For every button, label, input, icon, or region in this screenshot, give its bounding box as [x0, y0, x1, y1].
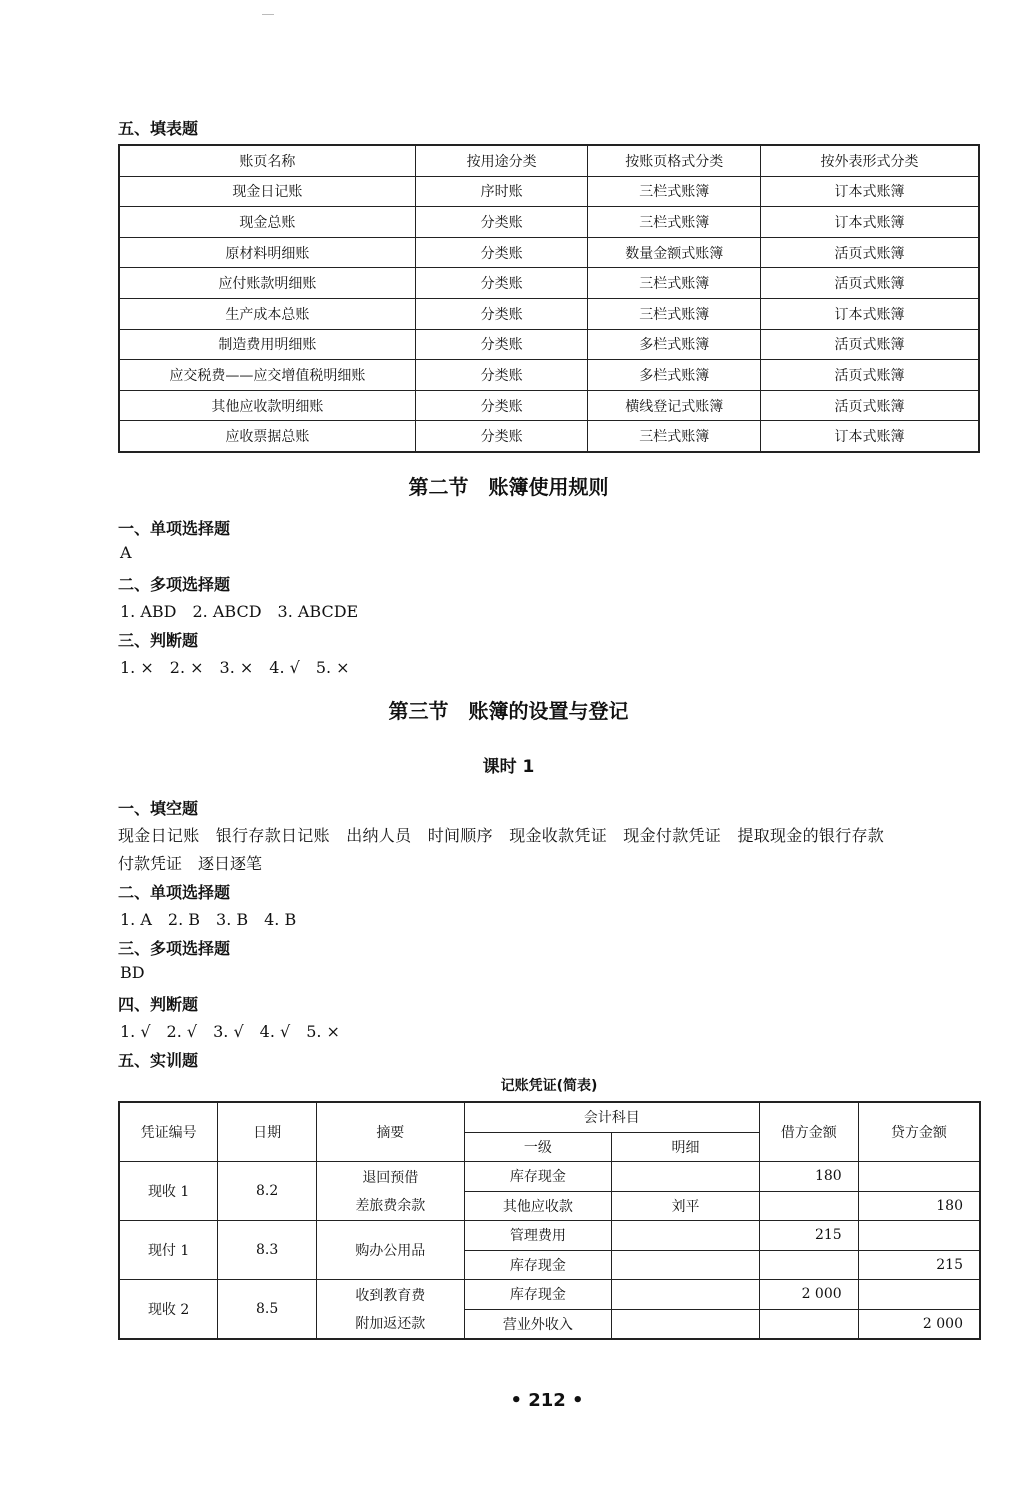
table-cell: 分类账 [415, 421, 588, 452]
account-cell: 库存现金 [464, 1280, 612, 1310]
question-heading: 二、单项选择题 [118, 883, 231, 902]
debit-cell [759, 1250, 858, 1280]
page-number: • 212 • [510, 1390, 584, 1411]
date-cell: 8.3 [218, 1221, 317, 1280]
table-cell: 分类账 [415, 207, 588, 238]
table-row [119, 1280, 980, 1310]
date-cell: 8.5 [218, 1280, 317, 1340]
answer-text: 1. A 2. B 3. B 4. B [120, 910, 297, 929]
table-cell: 其他应收款明细账 [119, 390, 415, 421]
header-cell: 借方金额 [759, 1102, 858, 1162]
header-cell: 凭证编号 [119, 1102, 218, 1162]
debit-cell [759, 1309, 858, 1339]
table-cell: 订本式账簿 [761, 298, 980, 329]
table-cell: 分类账 [415, 329, 588, 360]
question-heading: 一、单项选择题 [118, 519, 231, 538]
account-cell: 其他应收款 [464, 1191, 612, 1221]
detail-cell [612, 1221, 760, 1251]
credit-cell: 180 [858, 1191, 980, 1221]
header-cell: 会计科目 [464, 1102, 759, 1132]
table-cell: 多栏式账簿 [588, 360, 761, 391]
table-cell: 分类账 [415, 298, 588, 329]
table-row [119, 298, 979, 329]
table-header-row [119, 1102, 980, 1132]
table-cell: 分类账 [415, 237, 588, 268]
answer-text: A [120, 543, 132, 562]
detail-cell [612, 1309, 760, 1339]
account-cell: 库存现金 [464, 1250, 612, 1280]
detail-cell: 刘平 [612, 1191, 760, 1221]
table-row [119, 360, 979, 391]
summary-line: 退回预借 [362, 1170, 419, 1186]
credit-cell: 2 000 [858, 1309, 980, 1339]
header-cell: 贷方金额 [858, 1102, 980, 1162]
account-cell: 库存现金 [464, 1162, 612, 1192]
table-cell: 现金总账 [119, 207, 415, 238]
answer-text: 现金日记账 银行存款日记账 出纳人员 时间顺序 现金收款凭证 现金付款凭证 提取现金的银行存款 [118, 826, 885, 845]
summary-cell [317, 1162, 465, 1221]
account-cell: 营业外收入 [464, 1309, 612, 1339]
table-row [119, 268, 979, 299]
credit-cell [858, 1221, 980, 1251]
header-cell: 一级 [464, 1132, 612, 1162]
table-cell: 应付账款明细账 [119, 268, 415, 299]
question-heading: 四、判断题 [118, 995, 199, 1014]
table-row [119, 390, 979, 421]
voucher-table-title: 记账凭证(简表) [500, 1078, 598, 1094]
question-heading: 一、填空题 [118, 799, 199, 818]
summary-cell: 购办公用品 [317, 1221, 465, 1280]
table-cell: 活页式账簿 [761, 360, 980, 391]
debit-cell [759, 1191, 858, 1221]
header-cell: 按用途分类 [415, 145, 588, 176]
question-heading: 二、多项选择题 [118, 575, 231, 594]
table-cell: 应收票据总账 [119, 421, 415, 452]
voucher-no-cell: 现付 1 [119, 1221, 218, 1280]
table-cell: 订本式账簿 [761, 176, 980, 207]
debit-cell: 180 [759, 1162, 858, 1192]
summary-line: 差旅费余款 [355, 1198, 426, 1214]
account-cell: 管理费用 [464, 1221, 612, 1251]
summary-cell [317, 1280, 465, 1340]
table-cell: 活页式账簿 [761, 237, 980, 268]
header-cell: 账页名称 [119, 145, 415, 176]
answer-text: 1. ABD 2. ABCD 3. ABCDE [120, 602, 359, 621]
table-cell: 数量金额式账簿 [588, 237, 761, 268]
header-cell: 摘要 [317, 1102, 465, 1162]
table-row [119, 329, 979, 360]
lesson-title: 课时 1 [482, 757, 535, 777]
table-row [119, 237, 979, 268]
answer-text: 1. × 2. × 3. × 4. √ 5. × [120, 658, 350, 677]
table-cell: 多栏式账簿 [588, 329, 761, 360]
table-header-row [119, 145, 979, 176]
answer-text: BD [120, 963, 145, 982]
credit-cell [858, 1162, 980, 1192]
table-cell: 序时账 [415, 176, 588, 207]
table-cell: 三栏式账簿 [588, 268, 761, 299]
table-cell: 制造费用明细账 [119, 329, 415, 360]
detail-cell [612, 1280, 760, 1310]
credit-cell: 215 [858, 1250, 980, 1280]
voucher-table [118, 1101, 981, 1340]
summary-line: 收到教育费 [355, 1288, 426, 1304]
header-cell: 明细 [612, 1132, 760, 1162]
table-cell: 三栏式账簿 [588, 421, 761, 452]
question-heading: 五、实训题 [118, 1051, 199, 1070]
table-cell: 三栏式账簿 [588, 207, 761, 238]
table-cell: 横线登记式账簿 [588, 390, 761, 421]
table-cell: 原材料明细账 [119, 237, 415, 268]
header-cell: 按账页格式分类 [588, 145, 761, 176]
account-classification-table [118, 144, 980, 453]
answer-text: 1. √ 2. √ 3. √ 4. √ 5. × [120, 1022, 340, 1041]
table-cell: 分类账 [415, 390, 588, 421]
voucher-no-cell: 现收 1 [119, 1162, 218, 1221]
table-cell: 订本式账簿 [761, 207, 980, 238]
debit-cell: 215 [759, 1221, 858, 1251]
table-cell: 应交税费——应交增值税明细账 [119, 360, 415, 391]
scan-mark [262, 14, 274, 15]
date-cell: 8.2 [218, 1162, 317, 1221]
detail-cell [612, 1250, 760, 1280]
table-cell: 分类账 [415, 268, 588, 299]
detail-cell [612, 1162, 760, 1192]
table-cell: 三栏式账簿 [588, 298, 761, 329]
section-title-ledger-setup: 第三节 账簿的设置与登记 [388, 699, 629, 723]
table-cell: 活页式账簿 [761, 329, 980, 360]
table-cell: 分类账 [415, 360, 588, 391]
table-cell: 订本式账簿 [761, 421, 980, 452]
table-row [119, 1221, 980, 1251]
table-cell: 活页式账簿 [761, 390, 980, 421]
table-row [119, 1162, 980, 1192]
section-title-ledger-rules: 第二节 账簿使用规则 [408, 475, 609, 499]
header-cell: 日期 [218, 1102, 317, 1162]
debit-cell: 2 000 [759, 1280, 858, 1310]
table-row [119, 421, 979, 452]
question-heading: 三、判断题 [118, 631, 199, 650]
table-row [119, 176, 979, 207]
header-cell: 按外表形式分类 [761, 145, 980, 176]
question-heading: 三、多项选择题 [118, 939, 231, 958]
summary-line: 附加返还款 [355, 1316, 426, 1332]
answer-text: 付款凭证 逐日逐笔 [118, 854, 263, 873]
table-cell: 现金日记账 [119, 176, 415, 207]
table-cell: 三栏式账簿 [588, 176, 761, 207]
voucher-no-cell: 现收 2 [119, 1280, 218, 1340]
table-row [119, 207, 979, 238]
section-heading-fill-table: 五、填表题 [118, 119, 199, 138]
table-cell: 生产成本总账 [119, 298, 415, 329]
table-cell: 活页式账簿 [761, 268, 980, 299]
credit-cell [858, 1280, 980, 1310]
